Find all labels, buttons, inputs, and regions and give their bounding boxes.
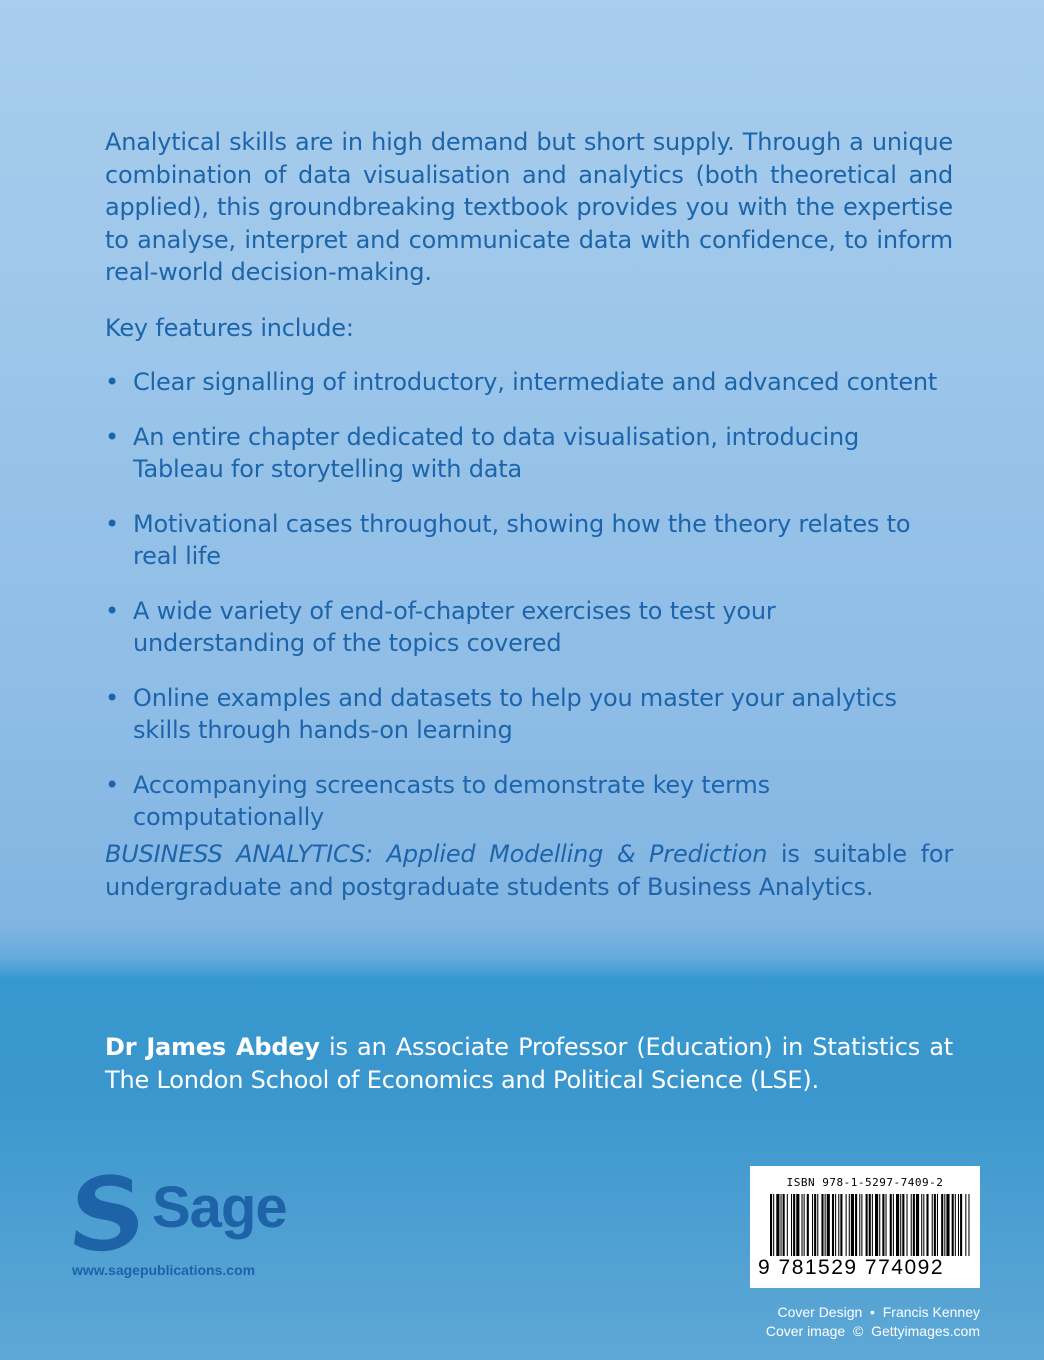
barcode-bar xyxy=(838,1194,839,1256)
barcode-bar xyxy=(968,1194,969,1256)
barcode-bar xyxy=(814,1194,816,1256)
barcode-bar xyxy=(890,1194,892,1256)
barcode-bar xyxy=(846,1194,847,1256)
author-bio xyxy=(105,1031,953,1096)
feature-item: • Motivational cases throughout, showing how the theory relates to real life xyxy=(105,508,953,573)
author-bio-text: is an Associate Professor (Education) in Statistics at The London School of Economics and Political Science (LSE). xyxy=(105,1033,953,1094)
barcode-bar xyxy=(937,1194,938,1256)
barcode-bar xyxy=(840,1194,842,1256)
barcode-bar xyxy=(807,1194,809,1256)
barcode-bar xyxy=(960,1194,962,1256)
barcode-bar xyxy=(817,1194,818,1256)
cover-image-credit: Cover image © Gettyimages.com xyxy=(765,1323,980,1339)
barcode-bar xyxy=(781,1194,782,1256)
barcode-bar xyxy=(812,1194,813,1256)
feature-item: • An entire chapter dedicated to data visualisation, introducing Tableau for storytelling with data xyxy=(105,421,953,486)
publisher-name: Sage xyxy=(152,1175,287,1240)
barcode-bar xyxy=(952,1194,954,1256)
cover-design-credit: Cover Design • Francis Kenney xyxy=(777,1304,980,1320)
barcode-bar xyxy=(787,1194,788,1256)
barcode-bar xyxy=(886,1194,887,1256)
feature-item: • A wide variety of end-of-chapter exercises to test your understanding of the topics covered xyxy=(105,595,953,660)
barcode-bar xyxy=(804,1194,805,1256)
barcode-bar xyxy=(896,1194,899,1256)
barcode-bar xyxy=(796,1194,799,1256)
barcode-bar xyxy=(869,1194,871,1256)
isbn-label: ISBN 978-1-5297-7409-2 xyxy=(786,1176,944,1189)
barcode-bar xyxy=(851,1194,854,1256)
barcode-bar xyxy=(916,1194,919,1256)
isbn-barcode xyxy=(750,1166,980,1288)
barcode-bar xyxy=(921,1194,922,1256)
barcode-bar xyxy=(946,1194,949,1256)
barcode-number: 9 781529 774092 xyxy=(758,1256,944,1279)
barcode-bar xyxy=(866,1194,868,1256)
barcode-bar xyxy=(821,1194,823,1256)
intro-paragraph: Analytical skills are in high demand but short supply. Through a unique combination of data visualisation and analytics (both theoretical and applied), this groundbreaking textbook provides you with the expertise to analyse, interpret and communicate data with confidence, to inform real-world decision-making. xyxy=(105,128,953,286)
barcode-bar xyxy=(770,1194,772,1256)
barcode-bar xyxy=(872,1194,873,1256)
cover-credits xyxy=(766,1303,980,1341)
barcode-bar xyxy=(835,1194,836,1256)
barcode-bar xyxy=(832,1194,834,1256)
sage-s-logo-icon xyxy=(72,1172,144,1252)
barcode-bar xyxy=(825,1194,826,1256)
barcode-bar xyxy=(913,1194,915,1256)
publisher-logo xyxy=(72,1172,312,1252)
barcode-bar xyxy=(900,1194,901,1256)
features-list xyxy=(105,366,953,856)
publisher-website[interactable]: www.sagepublications.com xyxy=(72,1262,256,1278)
barcode-bar xyxy=(827,1194,830,1256)
barcode-bar xyxy=(907,1194,908,1256)
barcode-bar xyxy=(882,1194,884,1256)
barcode-bar xyxy=(926,1194,928,1256)
barcode-bar xyxy=(934,1194,936,1256)
barcode-bar xyxy=(893,1194,894,1256)
author-name: Dr James Abdey xyxy=(105,1033,320,1061)
barcode-bar xyxy=(958,1194,959,1256)
barcode-bar xyxy=(855,1194,857,1256)
barcode-bar xyxy=(859,1194,860,1256)
barcode-bar xyxy=(791,1194,792,1256)
suitability-paragraph xyxy=(105,838,953,903)
feature-item: • Clear signalling of introductory, intermediate and advanced content xyxy=(105,366,953,399)
barcode-bars xyxy=(770,1194,970,1256)
barcode-bar xyxy=(955,1194,956,1256)
barcode-bar xyxy=(902,1194,904,1256)
barcode-bar xyxy=(965,1194,966,1256)
barcode-bar xyxy=(944,1194,945,1256)
barcode-bar xyxy=(773,1194,774,1256)
barcode-bar xyxy=(861,1194,862,1256)
feature-item: • Accompanying screencasts to demonstrate key terms computationally xyxy=(105,769,953,834)
feature-item: • Online examples and datasets to help you master your analytics skills through hands-on learning xyxy=(105,682,953,747)
suitability-text: is suitable for undergraduate and postgraduate students of Business Analytics. xyxy=(105,840,953,901)
barcode-bar xyxy=(879,1194,880,1256)
barcode-bar xyxy=(923,1194,924,1256)
key-features-heading: Key features include: xyxy=(105,314,354,342)
barcode-bar xyxy=(793,1194,795,1256)
book-title: BUSINESS ANALYTICS: Applied Modelling & Prediction xyxy=(105,840,768,868)
barcode-bar xyxy=(849,1194,850,1256)
barcode-bar xyxy=(776,1194,779,1256)
barcode-bar xyxy=(783,1194,785,1256)
barcode-bar xyxy=(932,1194,933,1256)
barcode-bar xyxy=(941,1194,943,1256)
barcode-bar xyxy=(802,1194,803,1256)
barcode-bar xyxy=(911,1194,912,1256)
barcode-bar xyxy=(875,1194,878,1256)
